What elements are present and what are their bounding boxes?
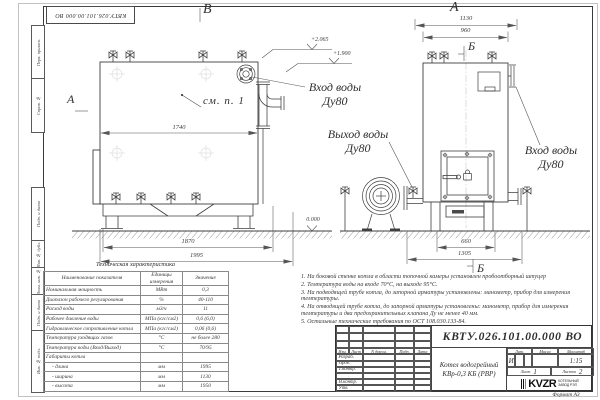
title-block-right: Лит. Масса Масштаб И 1:15 Лист 1 Листов 2 KVZR КОТЕЛЬНЫЙ ЗАВОД РЭП [506, 348, 593, 392]
table-row: Расход воды м3/ч 11 [44, 305, 229, 315]
product-name: Котел водогрейный КВр-0,3 КБ (РВР) [431, 348, 506, 392]
note-3: 3. На подводящей трубе котла, до запорной арматуры установлены: манометр, прибор для измерения температуры. [301, 289, 571, 303]
sheet-cell: Лист 1 [507, 367, 551, 376]
margin-cell-vzam-inv: Взам. инв. № [31, 267, 45, 296]
label-water-inlet-side: Вход воды Ду80 [524, 143, 578, 171]
technical-notes [301, 274, 584, 327]
scale-value: 1:15 [558, 354, 594, 367]
elevation-1900: +1.900 [333, 51, 351, 57]
margin-cell-perv-primen: Перв. примен. [31, 25, 45, 80]
table-row: - длина мм 1995 [44, 362, 229, 372]
elevation-2065: +2.065 [311, 37, 329, 43]
logo-stripes-icon [521, 379, 526, 389]
margin-cell-inv-dubl: Инв. № дубл. [31, 240, 45, 269]
table-row: Температура уходящих газов °С не более 280 [44, 333, 229, 343]
elevation-0000: 0.000 [306, 217, 320, 223]
company-logo: KVZR КОТЕЛЬНЫЙ ЗАВОД РЭП [507, 376, 593, 392]
dim-1130: 1130 [459, 14, 473, 22]
tech-header-name: Наименование показателя [44, 272, 141, 286]
rotated-doc-number-stamp [46, 6, 135, 24]
dim-660: 660 [461, 238, 471, 245]
callout-see-item-1: см. п. 1 [203, 95, 245, 107]
table-row: Гидравлическое сопротивление котла МПа (кгс/см2) 0,06 (0,6) [44, 324, 229, 334]
dim-1870: 1870 [181, 238, 195, 245]
label-water-outlet: Выход воды Ду80 [327, 127, 389, 155]
margin-cell-sprav-no: Справ. № [31, 78, 45, 133]
title-block-revision-grid: Изм. Лист N докум. Подп. Дата Разраб. Пров. Т.контр. Н.контр. Утв. [336, 326, 431, 392]
format-label: Формат А3 [552, 391, 580, 398]
table-row: Габариты котла [44, 353, 229, 363]
note-4: 4. На отводящей трубе котла, до запорной арматуры установлены: манометр, прибор для измерения температуры и два предохранительных клапана Ду не менее 40 мм. [301, 304, 569, 318]
margin-cell-inv-podl: Инв. № подл. [31, 330, 45, 393]
view-label-a: А [450, 0, 459, 15]
dim-1305: 1305 [458, 250, 471, 257]
note-2: 2. Температура воды на входе 70°С, на выходе 95°С. [301, 281, 438, 288]
tech-table [43, 271, 229, 392]
margin-cell-podp-data-2: Подп. и дата [31, 294, 45, 332]
title-block [335, 325, 592, 391]
lit-value: И [507, 354, 515, 367]
note-1: 1. На боковой стенке котла в области топочной камеры установлен пробоотборный штуцер [301, 274, 547, 280]
dim-1995: 1995 [190, 252, 203, 259]
view-marker-b-bottom: Б [477, 261, 485, 275]
label-water-inlet-front: Вход воды Ду80 [308, 80, 362, 108]
mass-value [532, 354, 558, 367]
tech-table-caption: Техническая характеристика [95, 261, 176, 268]
table-row: Диапазон рабочего регулирования % 40-110 [44, 295, 229, 305]
table-row: Рабочее давление воды МПа (кгс/см2) 0,6 (6,0) [44, 314, 229, 324]
view-label-v: В [203, 2, 212, 17]
view-marker-b-top: Б [468, 39, 476, 53]
rotated-doc-number: КВТУ.026.101.00.000 ВО [54, 12, 127, 18]
note-5: 5. Остальные технические требования по ОСТ 108.030.133-84. [301, 318, 466, 325]
table-row: Номинальная мощность МВт 0,3 [44, 286, 229, 296]
view-marker-a: А [67, 92, 75, 106]
tech-header-value: Значение [183, 272, 229, 286]
table-row: - ширина мм 1130 [44, 372, 229, 382]
margin-cell-podp-data-1: Подп. и дата [31, 187, 45, 242]
dim-1740: 1740 [172, 123, 186, 131]
tech-header-unit: Единицы измерения [141, 272, 183, 286]
table-row: - высота мм 1950 [44, 381, 229, 391]
table-row: Температура воды (Вход/Выход) °С 70/95 [44, 343, 229, 353]
document-number: КВТУ.026.101.00.000 ВО [431, 326, 593, 348]
dim-960: 960 [460, 27, 471, 34]
sheets-cell: Листов 2 [551, 367, 595, 376]
